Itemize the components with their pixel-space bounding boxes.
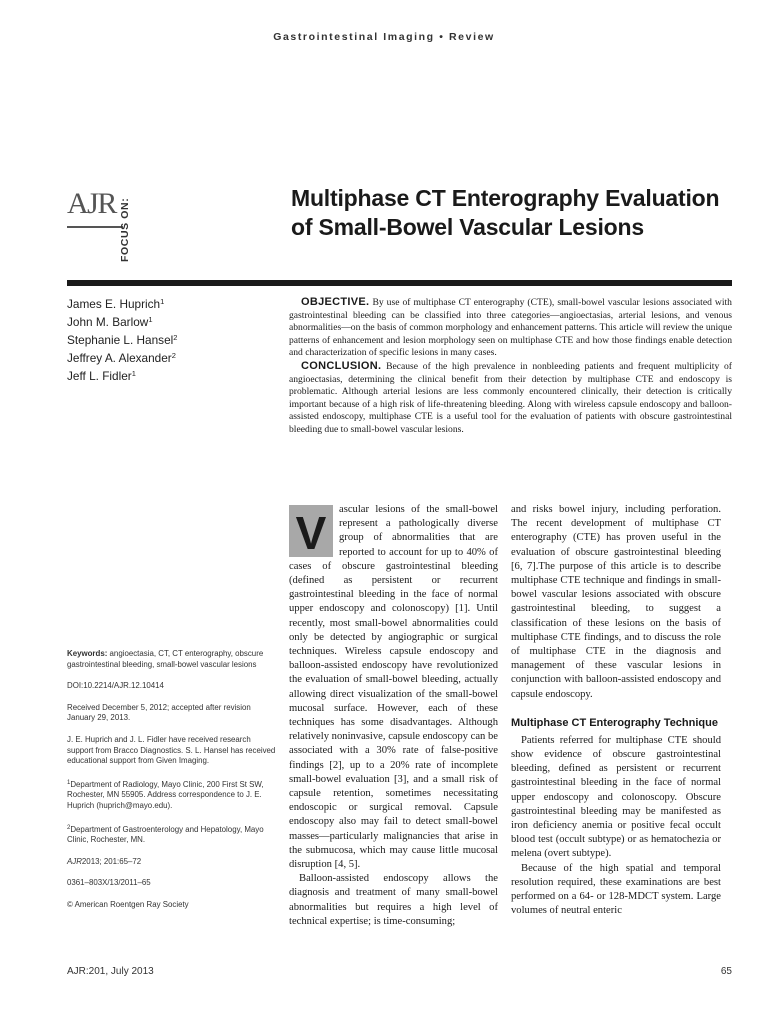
body-column-2 [511,503,721,918]
body-paragraph: and risks bowel injury, including perforation. The recent development of multiphase CT enterography (CTE) has proven useful in the evaluation of obscure gastrointestinal bleeding [6, 7].The purpose of this article is to describe multiphase CTE technique and findings in small-bowel vascular lesions associated with obscure gastrointestinal bleeding, to suggest a classification of these lesions on the basis of multiphase CTE findings, and to discuss the role of multiphase CTE in the diagnosis and management of these vascular lesions in conjunction with balloon-assisted endoscopy and capsule endoscopy. [511,504,721,700]
abstract [289,296,732,437]
intro-paragraph: V ascular lesions of the small-bowel represent a pathologically diverse group of abnormalities that are reported to account for up to 40% of cases of obscure gastrointestinal bleeding (defined as persistent or recurrent gastrointestinal bleeding in the face of normal upper endoscopy and colonoscopy) [1]. Until recently, most small-bowel abnormalities could only be detected by angiographic or surgical techniques. Wireless capsule endoscopy and balloon-assisted endoscopy have revolutionized the evaluation of small-bowel bleeding, actually allowing direct visualization of the small-bowel mucosal surface. However, each of these techniques has some disadvantages. Although relatively noninvasive, capsule endoscopy can be associated with a 30% rate of false-positive findings [2], up to a 20% rate of incomplete small-bowel evaluation [3], and a small risk of capsule retention, sometimes necessitating endoscopic or surgical removal. Capsule endoscopy also may fail to detect small-bowel masses—particularly malignancies that arise in the submucosa, which may cause little mucosal disruption [4, 5]. [289,504,498,871]
author-item: Stephanie L. Hansel$^2$ [67,333,178,347]
objective-text: By use of multiphase CT enterography (CTE), small-bowel vascular lesions associated with gastrointestinal bleeding can be classified into three categories—angioectasias, arterial lesions, and venous abnormalities—on the basis of common morphology and enhancement patterns. This article will review the unique patterns of enhancement and lesion morphology seen on multiphase CTE and how those findings enable detection and characterization of specific lesions in many cases. [289,297,732,359]
abstract-conclusion [289,360,732,437]
drop-cap: V [289,505,333,557]
issn: 0361–803X/13/2011–65 [67,878,151,888]
author-item: Jeffrey A. Alexander$^2$ [67,351,176,365]
affiliation-1: $^1$Department of Radiology, Mayo Clinic, 200 First St SW, Rochester, MN 55905. Address correspondence to J. E. Huprich (huprich@mayo.edu). [67,779,264,810]
page-number: 65 [720,966,732,977]
footer-journal-issue: AJR:201, July 2013 [67,966,154,977]
citation: AJR2013; 201:65–72 [67,856,142,866]
author-item: James E. Huprich$^1$ [67,297,165,311]
body-paragraph: Because of the high spatial and temporal resolution required, these examinations are best performed on a 64- or 128-MDCT system. Large volumes of neutral enteric [511,862,721,917]
logo-divider [67,226,123,228]
conclusion-text: Because of the high prevalence in nonbleeding patients and frequent multiplicity of angioectasias, determining the clinical benefit from their detection by multiphase CTE and endoscopy is problematic. Although arterial lesions are less commonly encountered clinically, their detection is critically important because of a high risk of life-threatening bleeding. Along with wireless capsule endoscopy and balloon-assisted endoscopy, multiphase CTE is a useful tool for the evaluation of patients with obscure gastrointestinal bleeding due to small-bowel vascular lesions. [289,360,732,435]
body-paragraph: Balloon-assisted endoscopy allows the diagnosis and treatment of many small-bowel abnormalities but requires a high level of technical expertise; is time-consuming; [289,873,498,927]
section-heading: Multiphase CT Enterography Technique [511,716,718,729]
author-item: John M. Barlow$^1$ [67,315,153,329]
article-notes [67,649,279,922]
running-head: Gastrointestinal Imaging • Review [273,31,495,43]
funding-disclosure: J. E. Huprich and J. L. Fidler have received research support from Bracco Diagnostics. S. L. Hansel has received educational support from Given Imaging. [67,734,276,766]
title-rule [67,280,732,286]
logo-focus-on-text: FOCUS ON: [119,197,131,262]
objective-label: OBJECTIVE. [301,296,370,308]
conclusion-label: CONCLUSION. [301,359,382,372]
ajr-focus-on-logo [67,186,135,262]
author-list [67,294,267,384]
affiliation-2: $^2$Department of Gastroenterology and Hepatology, Mayo Clinic, Rochester, MN. [67,824,264,845]
body-column-1 [289,503,498,929]
body-paragraph: Patients referred for multiphase CTE should show evidence of obscure gastrointestinal bleeding, defined as persistent or recurrent gastrointestinal bleeding in the face of normal upper endoscopy and colonoscopy. Obscure gastrointestinal bleeding may be manifested as iron deficiency anemia or positive fecal occult blood test (occult subtype) or as hematochezia or melena (overt subtype). [511,734,721,860]
received-dates: Received December 5, 2012; accepted after revision January 29, 2013. [67,702,251,723]
article-title: Multiphase CT Enterography Evaluation of Small-Bowel Vascular Lesions [291,185,720,240]
keywords: Keywords: angioectasia, CT, CT enterography, obscure gastrointestinal bleeding, small-bowel vascular lesions [67,649,264,669]
abstract-objective [289,296,732,360]
author-item: Jeff L. Fidler$^1$ [67,369,136,383]
copyright: © American Roentgen Ray Society [67,899,189,909]
doi: DOI:10.2214/AJR.12.10414 [67,681,164,691]
logo-ajr-text: AJR [67,187,116,220]
